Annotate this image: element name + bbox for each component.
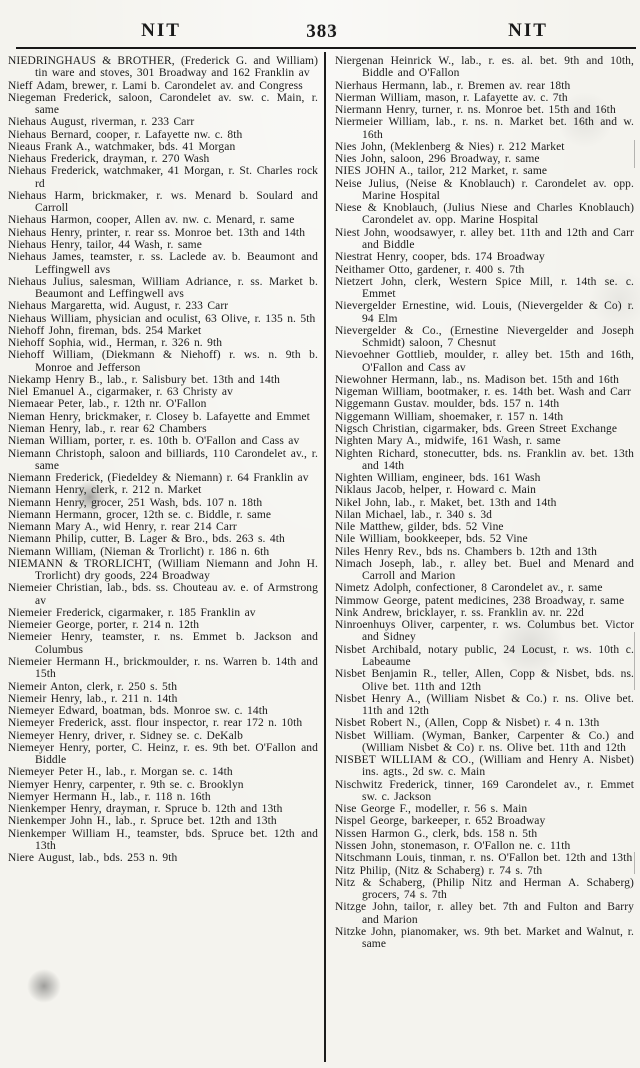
directory-entry: Nimach Joseph, lab., r. alley bet. Buel and Menard and Carroll and Marion	[335, 557, 634, 583]
directory-entry: Nienkemper Henry, drayman, r. Spruce b. 12th and 13th	[8, 803, 283, 816]
directory-entry: Niese & Knoblauch, (Julius Niese and Charles Knoblauch) Carondelet av. opp. Marine Hospital	[335, 202, 634, 227]
directory-entry: Niemeyer Henry, porter, C. Heinz, r. es. 9th bet. O'Fallon and Biddle	[8, 741, 318, 767]
directory-entry: Nienkemper William H., teamster, bds. Spruce bet. 12th and 13th	[8, 827, 318, 852]
column-left	[0, 52, 324, 1062]
directory-entry: Nienkemper John H., lab., r. Spruce bet. 12th and 13th	[8, 815, 277, 828]
directory-entry: Nierhaus Hermann, lab., r. Bremen av. rear 18th	[335, 79, 571, 92]
directory-entry: Nile William, bookkeeper, bds. 52 Vine	[335, 533, 528, 546]
directory-entry: Niehaus Julius, salesman, William Adriance, r. ss. Market b. Beaumont and Leffingwell avs	[8, 275, 318, 301]
directory-entry: Nies John, saloon, 296 Broadway, r. same	[335, 153, 540, 166]
directory-entry: Nise George F., modeller, r. 56 s. Main	[335, 803, 528, 816]
directory-entry: Niemann Hermann, grocer, 12th se. c. Biddle, r. same	[8, 508, 272, 521]
directory-entry: Nisbet Henry A., (William Nisbet & Co.) r. ns. Olive bet. 11th and 12th	[335, 692, 634, 718]
directory-entry: Niemann Frederick, (Fiedeldey & Niemann) r. 64 Franklin av	[8, 472, 309, 485]
directory-entry: Niehaus Frederick, watchmaker, 41 Morgan, r. St. Charles rock rd	[8, 165, 318, 190]
directory-entry: Niehoff John, fireman, bds. 254 Market	[8, 324, 202, 337]
directory-entry: Niehaus James, teamster, r. ss. Laclede av. b. Beaumont and Leffingwell avs	[8, 251, 318, 276]
directory-entry: Nighten Richard, stonecutter, bds. ns. Franklin av. bet. 13th and 14th	[335, 447, 634, 472]
directory-entry: Nikel John, lab., r. Maket, bet. 13th and 14th	[335, 496, 557, 509]
directory-entry: Neise Julius, (Neise & Knoblauch) r. Carondelet av. opp. Marine Hospital	[335, 177, 634, 202]
directory-entry: Niklaus Jacob, helper, r. Howard c. Main	[335, 484, 536, 497]
directory-columns	[0, 52, 640, 1062]
directory-entry: Niekamp Henry B., lab., r. Salisbury bet. 13th and 14th	[8, 373, 281, 386]
directory-entry: Nispel George, barkeeper, r. 652 Broadway	[335, 815, 546, 828]
directory-entry: Nierman William, mason, r. Lafayette av. c. 7th	[335, 91, 568, 104]
directory-entry: Niewohner Hermann, lab., ns. Madison bet. 15th and 16th	[335, 373, 620, 386]
directory-entry: Nitschmann Louis, tinman, r. ns. O'Fallon bet. 12th and 13th	[335, 852, 633, 865]
directory-entry: Nisbet Robert N., (Allen, Copp & Nisbet) r. 4 n. 13th	[335, 717, 600, 730]
running-head-right: NIT	[508, 20, 548, 41]
directory-entry: Niemeyer Frederick, asst. flour inspector, r. rear 172 n. 10th	[8, 717, 303, 730]
directory-entry: Niehaus Harmon, cooper, Allen av. nw. c. Menard, r. same	[8, 214, 295, 227]
directory-entry: Niest John, woodsawyer, r. alley bet. 11th and 12th and Carr and Biddle	[335, 226, 634, 251]
directory-entry: Niles Henry Rev., bds ns. Chambers b. 12th and 13th	[335, 545, 597, 558]
directory-entry: Niemeyer Peter H., lab., r. Morgan se. c. 14th	[8, 766, 233, 779]
directory-entry: Niemann Mary A., wid Henry, r. rear 214 Carr	[8, 521, 237, 534]
directory-entry: Nieman William, porter, r. es. 10th b. O'Fallon and Cass av	[8, 435, 300, 448]
directory-entry: Niermeier William, lab., r. ns. n. Market bet. 16th and w. 16th	[335, 116, 634, 141]
header-rule	[16, 47, 636, 49]
directory-entry: Niehaus Harm, brickmaker, r. ws. Menard b. Soulard and Carroll	[8, 189, 318, 215]
directory-entry: Niehaus August, riverman, r. 233 Carr	[8, 116, 195, 129]
directory-entry: Nieman Henry, brickmaker, r. Closey b. Lafayette and Emmet	[8, 410, 310, 423]
page-edge-mark	[634, 852, 635, 874]
directory-entry: Niegeman Frederick, saloon, Carondelet av. sw. c. Main, r. same	[8, 91, 318, 117]
directory-entry: Nies John, (Meklenberg & Nies) r. 212 Market	[335, 140, 565, 153]
directory-entry: Niergenan Heinrick W., lab., r. es. al. bet. 9th and 10th, Biddle and O'Fallon	[335, 55, 634, 80]
directory-entry: Niemaear Peter, lab., r. 12th nr. O'Fallon	[8, 398, 207, 411]
page-edge-mark	[634, 632, 635, 690]
directory-entry: Ninroenhuys Oliver, carpenter, r. ws. Columbus bet. Victor and Sidney	[335, 619, 634, 644]
directory-entry: Nievergelder Ernestine, wid. Louis, (Nievergelder & Co) r. 94 Elm	[335, 300, 634, 325]
directory-entry: Niehaus Henry, tailor, 44 Wash, r. same	[8, 238, 202, 251]
directory-entry: NIEDRINGHAUS & BROTHER, (Frederick G. and William) tin ware and stoves, 301 Broadway and 162 Franklin av	[8, 55, 318, 80]
directory-entry: Niel Emanuel A., cigarmaker, r. 63 Christy av	[8, 386, 233, 399]
directory-entry: Niemeyer Edward, boatman, bds. Monroe sw. c. 14th	[8, 705, 268, 718]
directory-entry: Niemann Henry, clerk, r. 212 n. Market	[8, 484, 202, 497]
directory-entry: Niemeier Christian, lab., bds. ss. Chouteau av. e. of Armstrong av	[8, 582, 318, 607]
directory-entry: Nimetz Adolph, confectioner, 8 Carondelet av., r. same	[335, 582, 603, 595]
directory-entry: Nigsch Christian, cigarmaker, bds. Green Street Exchange	[335, 422, 618, 435]
directory-entry: Niggemann William, shoemaker, r. 157 n. 14th	[335, 410, 564, 423]
directory-entry: Niehaus William, physician and oculist, 63 Olive, r. 135 n. 5th	[8, 312, 316, 325]
directory-entry: Niemeier Frederick, cigarmaker, r. 185 Franklin av	[8, 606, 256, 619]
directory-entry: Niemeier Hermann H., brickmoulder, r. ns. Warren b. 14th and 15th	[8, 656, 318, 681]
directory-entry: Niemeier Henry, teamster, r. ns. Emmet b. Jackson and Columbus	[8, 631, 318, 656]
directory-entry: Nitzke John, pianomaker, ws. 9th bet. Market and Walnut, r. same	[335, 925, 634, 951]
directory-entry: Niemann Christoph, saloon and billiards, 110 Carondelet av., r. same	[8, 447, 318, 472]
directory-entry: Nisbet Archibald, notary public, 24 Locust, r. ws. 10th c. Labeaume	[335, 643, 634, 669]
directory-entry: Nievergelder & Co., (Ernestine Nievergelder and Joseph Schmidt) saloon, 7 Chesnut	[335, 324, 634, 350]
directory-entry: Nisbet William. (Wyman, Banker, Carpenter & Co.) and (William Nisbet & Co) r. ns. Olive bet. 11th and 12th	[335, 729, 634, 754]
page-header	[0, 18, 640, 46]
directory-entry: Niemeir Anton, clerk, r. 250 s. 5th	[8, 680, 178, 693]
directory-entry: NIEMANN & TRORLICHT, (William Niemann and John H. Trorlicht) dry goods, 224 Broadway	[8, 557, 318, 583]
directory-entry: Niemyer Henry, carpenter, r. 9th se. c. Brooklyn	[8, 778, 244, 791]
directory-entry: Neithamer Otto, gardener, r. 400 s. 7th	[335, 263, 525, 276]
directory-entry: Niemeier George, porter, r. 214 n. 12th	[8, 619, 200, 632]
directory-entry: Nissen Harmon G., clerk, bds. 158 n. 5th	[335, 827, 538, 840]
directory-entry: Niehaus Henry, printer, r. rear ss. Monroe bet. 13th and 14th	[8, 226, 306, 239]
directory-entry: Nitz Philip, (Nitz & Schaberg) r. 74 s. 7th	[335, 864, 543, 877]
directory-entry: Nischwitz Frederick, tinner, 169 Carondelet av., r. Emmet sw. c. Jackson	[335, 778, 634, 803]
page-edge-mark	[634, 140, 635, 168]
directory-entry: Niemann Philip, cutter, B. Lager & Bro., bds. 263 s. 4th	[8, 533, 285, 546]
directory-entry: Nighten William, engineer, bds. 161 Wash	[335, 472, 541, 485]
directory-entry: Niehoff Sophia, wid., Herman, r. 326 n. 9th	[8, 337, 223, 350]
directory-entry: Nissen John, stonemason, r. O'Fallon ne. c. 11th	[335, 840, 571, 852]
directory-entry: Niehoff William, (Diekmann & Niehoff) r. ws. n. 9th b. Monroe and Jefferson	[8, 349, 318, 374]
directory-entry: Nigeman William, bootmaker, r. es. 14th bet. Wash and Carr	[335, 386, 631, 399]
directory-entry: Niermann Henry, turner, r. ns. Monroe bet. 15th and 16th	[335, 104, 616, 117]
directory-entry: Nisbet Benjamin R., teller, Allen, Copp & Nisbet, bds. ns. Olive bet. 11th and 12th	[335, 668, 634, 693]
column-right	[324, 52, 640, 1062]
directory-entry: Nievoehner Gottlieb, moulder, r. alley bet. 15th and 16th, O'Fallon and Cass av	[335, 349, 634, 374]
directory-entry: NISBET WILLIAM & CO., (William and Henry A. Nisbet) ins. agts., 2d sw. c. Main	[335, 754, 634, 779]
directory-entry: Nietzert John, clerk, Western Spice Mill, r. 14th se. c. Emmet	[335, 275, 634, 301]
directory-entry: Niemeyer Henry, driver, r. Sidney se. c. DeKalb	[8, 729, 243, 742]
directory-entry: Nieaus Frank A., watchmaker, bds. 41 Morgan	[8, 140, 236, 153]
directory-entry: Nieman Henry, lab., r. rear 62 Chambers	[8, 422, 207, 435]
directory-entry: Nitz & Schaberg, (Philip Nitz and Herman A. Schaberg) grocers, 74 s. 7th	[335, 876, 634, 902]
directory-entry: Niehaus Frederick, drayman, r. 270 Wash	[8, 153, 210, 166]
directory-entry: Niehaus Margaretta, wid. August, r. 233 Carr	[8, 300, 229, 313]
page-number: 383	[306, 21, 338, 42]
directory-entry: Niehaus Bernard, cooper, r. Lafayette nw. c. 8th	[8, 128, 243, 141]
directory-entry: Niere August, lab., bds. 253 n. 9th	[8, 852, 178, 865]
directory-entry: NIES JOHN A., tailor, 212 Market, r. same	[335, 165, 548, 178]
directory-entry: Nieff Adam, brewer, r. Lami b. Carondelet av. and Congress	[8, 79, 303, 92]
directory-entry: Niggemann Gustav. moulder, bds. 157 n. 14th	[335, 398, 560, 411]
directory-entry: Nink Andrew, bricklayer, r. ss. Franklin av. nr. 22d	[335, 606, 584, 619]
directory-entry: Niemyer Hermann H., lab., r. 118 n. 16th	[8, 790, 211, 803]
directory-entry: Nilan Michael, lab., r. 340 s. 3d	[335, 508, 493, 521]
directory-entry: Niemann William, (Nieman & Trorlicht) r. 186 n. 6th	[8, 545, 270, 558]
directory-entry: Niemeir Henry, lab., r. 211 n. 14th	[8, 692, 178, 705]
directory-entry: Nimmow George, patent medicines, 238 Broadway, r. same	[335, 594, 625, 607]
directory-entry: Niemann Henry, grocer, 251 Wash, bds. 107 n. 18th	[8, 496, 263, 509]
directory-entry: Nile Matthew, gilder, bds. 52 Vine	[335, 521, 504, 534]
directory-entry: Nitzge John, tailor, r. alley bet. 7th and Fulton and Barry and Marion	[335, 901, 634, 926]
running-head-left: NIT	[141, 20, 181, 41]
directory-entry: Nighten Mary A., midwife, 161 Wash, r. same	[335, 435, 561, 448]
directory-entry: Niestrat Henry, cooper, bds. 174 Broadway	[335, 251, 545, 264]
